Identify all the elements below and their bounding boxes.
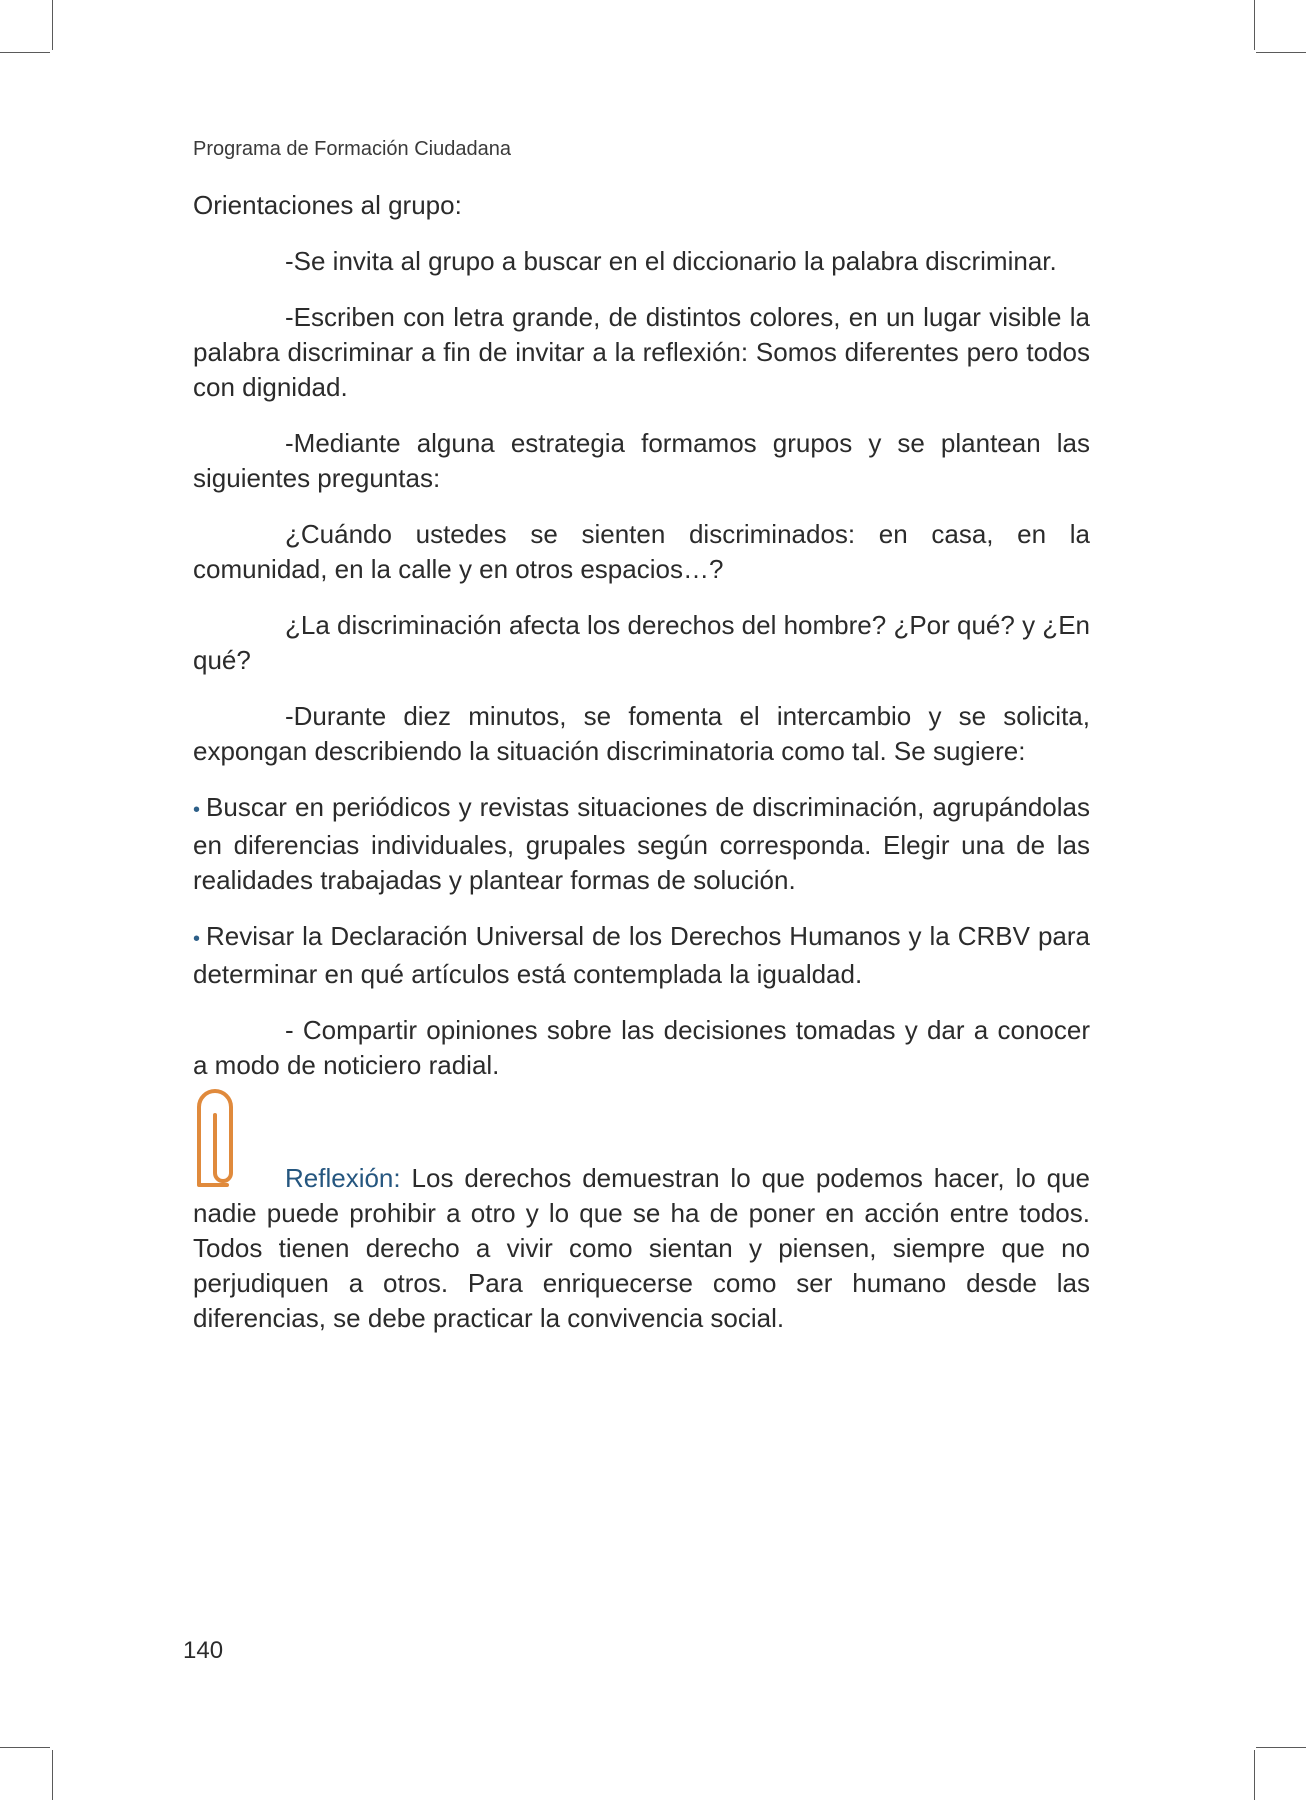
reflection-text: Los derechos demuestran lo que podemos hacer, lo que nadie puede prohibir a otro y lo que se ha de poner en acción entre todos. Todos tienen derecho a vivir como sientan y piensen, siempre que no perjudiquen a otros. Para enriquecerse como ser humano desde las diferencias, se debe practicar la convivencia social. bbox=[193, 1163, 1090, 1333]
crop-mark-top-right-horizontal bbox=[1256, 52, 1306, 53]
crop-mark-bottom-right-horizontal bbox=[1256, 1747, 1306, 1748]
paragraph-dictionary: -Se invita al grupo a buscar en el diccionario la palabra discriminar. bbox=[285, 246, 1057, 276]
running-header: Programa de Formación Ciudadana bbox=[193, 138, 511, 160]
reflection-label: Reflexión: bbox=[285, 1163, 401, 1193]
question-rights-affected: ¿La discriminación afecta los derechos del hombre? ¿Por qué? y ¿En qué? bbox=[193, 610, 1090, 675]
bullet-item bbox=[193, 790, 1090, 898]
bullet-text: Buscar en periódicos y revistas situaciones de discriminación, agrupándolas en diferencias individuales, grupales según corresponda. Elegir una de las realidades trabajadas y plantear formas de solución. bbox=[193, 792, 1090, 895]
crop-mark-top-left-vertical bbox=[52, 0, 53, 50]
reflection-paragraph bbox=[193, 1161, 1090, 1336]
crop-mark-bottom-left-vertical bbox=[52, 1750, 53, 1800]
bullet-dot-icon: • bbox=[193, 928, 201, 950]
bullet-dot-icon: • bbox=[193, 799, 201, 821]
crop-mark-top-right-vertical bbox=[1254, 0, 1255, 50]
bullet-text: Revisar la Declaración Universal de los Derechos Humanos y la CRBV para determinar en qué artículos está contemplada la igualdad. bbox=[193, 921, 1090, 989]
crop-mark-top-left-horizontal bbox=[0, 52, 50, 53]
paperclip-icon bbox=[193, 1081, 237, 1193]
page-number: 140 bbox=[183, 1637, 224, 1664]
section-heading: Orientaciones al grupo: bbox=[193, 190, 462, 220]
reflection-block bbox=[193, 1161, 1090, 1336]
paragraph-exchange: -Durante diez minutos, se fomenta el intercambio y se solicita, expongan describiendo la situación discriminatoria como tal. Se sugiere: bbox=[193, 701, 1090, 766]
crop-mark-bottom-left-horizontal bbox=[0, 1747, 50, 1748]
crop-mark-bottom-right-vertical bbox=[1254, 1750, 1255, 1800]
page-content bbox=[193, 188, 1090, 1357]
paragraph-form-groups: -Mediante alguna estrategia formamos grupos y se plantean las siguientes preguntas: bbox=[193, 428, 1090, 493]
paragraph-share-opinions: - Compartir opiniones sobre las decisiones tomadas y dar a conocer a modo de noticiero radial. bbox=[193, 1015, 1090, 1080]
bullet-item bbox=[193, 919, 1090, 992]
paragraph-write-word: -Escriben con letra grande, de distintos colores, en un lugar visible la palabra discriminar a fin de invitar a la reflexión: Somos diferentes pero todos con dignidad. bbox=[193, 302, 1090, 402]
question-when-discriminated: ¿Cuándo ustedes se sienten discriminados: en casa, en la comunidad, en la calle y en otros espacios…? bbox=[193, 519, 1090, 584]
